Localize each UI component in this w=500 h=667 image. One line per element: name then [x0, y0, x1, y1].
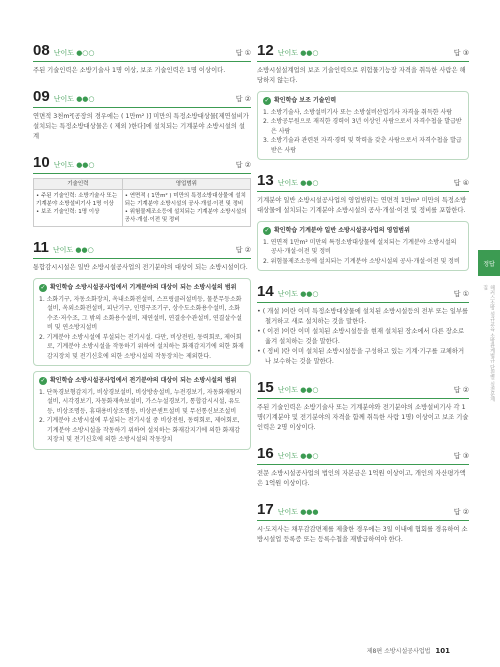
question-number: 13 [257, 172, 274, 189]
page-number: 101 [435, 647, 450, 655]
box-title: 확인학습 보조 기술인력 [274, 97, 337, 104]
comparison-table [33, 178, 251, 227]
explanation-text: 전문 소방시설공사업의 법인의 자본금은 1억원 이상이고, 개인의 자산평가액은 1억원 이상이다. [257, 470, 466, 487]
answer-label: 답 ② [235, 95, 251, 103]
difficulty-label: 난이도 ●●○ [277, 290, 319, 298]
question-number: 14 [257, 283, 274, 300]
table-header: 기술인력 [34, 179, 123, 190]
question-number: 08 [33, 42, 50, 59]
question-09 [33, 88, 251, 142]
list-item: • ( 정비 )란 이미 설치된 소방시설등을 구성하고 있는 기계·기구를 교체하거나 보수하는 것을 말한다. [257, 348, 465, 365]
question-number: 17 [257, 501, 274, 518]
review-box [257, 221, 469, 271]
list-item: 1. 소화기구, 자동소화장치, 옥내소화전설비, 스프링클러설비등, 물분무등소화설비, 옥외소화전설비, 피난기구, 인명구조기구, 상수도소화용수설비, 소화수조·저수조, 그 밖의 소화용수설비, 제연설비, 연결송수관설비, 연결살수설비 및 연소방지설비 [39, 295, 242, 331]
difficulty-label: 난이도 ●●○ [53, 161, 95, 169]
answer-label: 답 ② [453, 386, 469, 394]
explanation-text: 연면적 3천m²[공장의 경우에는 ( 1만m² )] 미만의 특정소방대상물[제연설비가 설치되는 특정소방대상물은 ( 제외 )한다]에 설치되는 기계분야 소방시설의 설계 [33, 113, 249, 140]
chapter-label: 제8편 소방시설공사업법 [366, 648, 431, 655]
check-icon: ✓ [264, 96, 270, 104]
list-item: • ( 이전 )이란 이미 설치된 소방시설등을 현재 설치된 장소에서 다른 장소로 옮겨 설치하는 것을 말한다. [257, 328, 465, 345]
list-item: • ( 개설 )이란 이미 특정소방대상물에 설치된 소방시설등의 전부 또는 일부를 철거하고 새로 설치하는 것을 말한다. [257, 308, 469, 325]
list-item: 2. 소방공무원으로 재직한 경력이 3년 이상인 사람으로서 자격수첩을 발급받은 사람 [263, 118, 462, 135]
table-cell: • 연면적 ( 1만m² ) 미만의 특정소방대상물에 설치되는 기계분야 소방시설의 공사·개설·이전 및 정비 • 위험물제조소등에 설치되는 기계분야 소방시설의 공사·개설·이전 및 정비 [122, 190, 250, 227]
check-icon: ✓ [40, 376, 46, 384]
question-number: 10 [33, 154, 50, 171]
answer-label: 답 ④ [453, 179, 469, 187]
explanation-text: 주된 기술인력은 소방기술사 또는 기계분야와 전기분야의 소방설비기사 각 1명(기계분야 및 전기분야의 자격을 함께 취득한 사람 1명) 이상이고 보조 기술인력은 2명 이상이다. [257, 404, 469, 431]
box-title: 확인학습 기계분야 일반 소방시설공사업의 영업범위 [274, 227, 410, 234]
question-08 [33, 42, 251, 76]
question-number: 09 [33, 88, 50, 105]
box-title: 확인학습 소방시설공사업에서 기계분야의 대상이 되는 소방시설의 범위 [50, 284, 237, 291]
difficulty-label: 난이도 ●●○ [277, 386, 319, 394]
answer-label: 답 ② [235, 246, 251, 254]
difficulty-label: 난이도 ●●○ [277, 179, 319, 187]
answer-section-tab: 정답 [478, 250, 500, 276]
page-footer [367, 646, 450, 655]
list-item: 2. 기계분야 소방시설에 부설되는 전기시설. 다만, 비상전원, 동력회로, 제어회로, 기계분야 소방시설을 작동하기 위하여 설치하는 화재감지기에 의한 화재감지장치 및 전기신호에 의한 소방시설의 작동장치는 제외한다. [39, 333, 244, 360]
question-11 [33, 239, 251, 450]
review-box [33, 278, 251, 366]
answer-label: 답 ③ [453, 452, 469, 460]
table-cell: • 주된 기술인력: 소방기술사 또는 기계분야 소방설비기사 1명 이상 • 보조 기술인력: 1명 이상 [34, 190, 123, 227]
table-header: 영업범위 [122, 179, 250, 190]
question-number: 16 [257, 445, 274, 462]
list-item: 2. 기계분야 소방시설에 부설되는 전기시설 중 비상전원, 동력회로, 제어회로, 기계분야 소방시설을 작동하기 위하여 설치하는 화재감지기에 의한 화재감지장치 및 전기신호에 의한 소방시설의 작동장치 [39, 417, 241, 443]
explanation-text: 주된 기술인력은 소방기술사 1명 이상, 보조 기술인력은 1명 이상이다. [33, 67, 226, 74]
difficulty-label: 난이도 ●○○ [53, 49, 95, 57]
right-column [257, 42, 469, 557]
explanation-text: 기계분야 일반 소방시설공사업의 영업범위는 연면적 1만m² 미만의 특정소방대상물에 설치되는 기계분야 소방시설의 공사·개설·이전 및 정비를 포함한다. [257, 197, 467, 214]
box-title: 확인학습 소방시설공사업에서 전기분야의 대상이 되는 소방시설의 범위 [50, 377, 237, 384]
answer-label: 답 ① [235, 49, 251, 57]
left-column [33, 42, 251, 462]
review-box [33, 371, 251, 450]
difficulty-label: 난이도 ●●○ [52, 246, 94, 254]
difficulty-label: 난이도 ●●○ [277, 49, 319, 57]
answer-label: 답 ① [453, 290, 469, 298]
question-14 [257, 283, 469, 367]
question-13 [257, 172, 469, 271]
list-item: 3. 소방기술과 관련된 자격·경력 및 학력을 갖춘 사람으로서 자격수첩을 발급받은 사람 [263, 137, 462, 154]
explanation-text: 시·도지사는 채무감감면제를 제출한 경우에는 3일 이내에 협회를 경유하여 소방시설업 등록증 또는 등록수첩을 재발급하여야 한다. [257, 526, 468, 543]
review-box [257, 91, 469, 160]
question-number: 15 [257, 379, 274, 396]
check-icon: ✓ [264, 226, 270, 234]
question-number: 12 [257, 42, 274, 59]
explanation-text: 통합감시시설은 일반 소방시설공사업의 전기분야의 대상이 되는 소방시설이다. [33, 264, 248, 271]
list-item: 2. 위험물제조소등에 설치되는 기계분야 소방시설의 공사·개설·이전 및 정비 [263, 257, 460, 265]
question-16 [257, 445, 469, 489]
explanation-text: 소방시설설계업의 보조 기술인력으로 위험물기능장 자격을 취득한 사람은 해당하지 않는다. [257, 67, 466, 84]
answer-label: 답 ② [235, 161, 251, 169]
difficulty-label: 난이도 ●●○ [53, 95, 95, 103]
question-15 [257, 379, 469, 433]
answer-label: 답 ② [453, 508, 469, 516]
question-10 [33, 154, 251, 227]
difficulty-label: 난이도 ●●● [277, 508, 319, 516]
list-item: 1. 소방기술사, 소방설비기사 또는 소방설비산업기사 자격을 취득한 사람 [263, 108, 453, 116]
question-number: 11 [33, 239, 49, 256]
question-17 [257, 501, 469, 545]
list-item: 1. 연면적 1만m² 미만의 특정소방대상물에 설치되는 기계분야 소방시설의 공사·개설·이전 및 정비 [263, 238, 457, 255]
check-icon: ✓ [40, 283, 46, 291]
answer-label: 답 ③ [453, 49, 469, 57]
side-book-title: 해커스소방 설규교육 소방관계법규 단원별 실전문제집 [482, 285, 495, 402]
difficulty-label: 난이도 ●●○ [277, 452, 319, 460]
list-item: 1. 단독경보형감지기, 비상경보설비, 비상방송설비, 누전경보기, 자동화재탐지설비, 시각경보기, 자동화재속보설비, 가스누설경보기, 통합감시시설, 유도등, 비상조명등, 휴대용비상조명등, 비상콘센트설비 및 무선통신보조설비 [39, 388, 242, 415]
question-12 [257, 42, 469, 160]
